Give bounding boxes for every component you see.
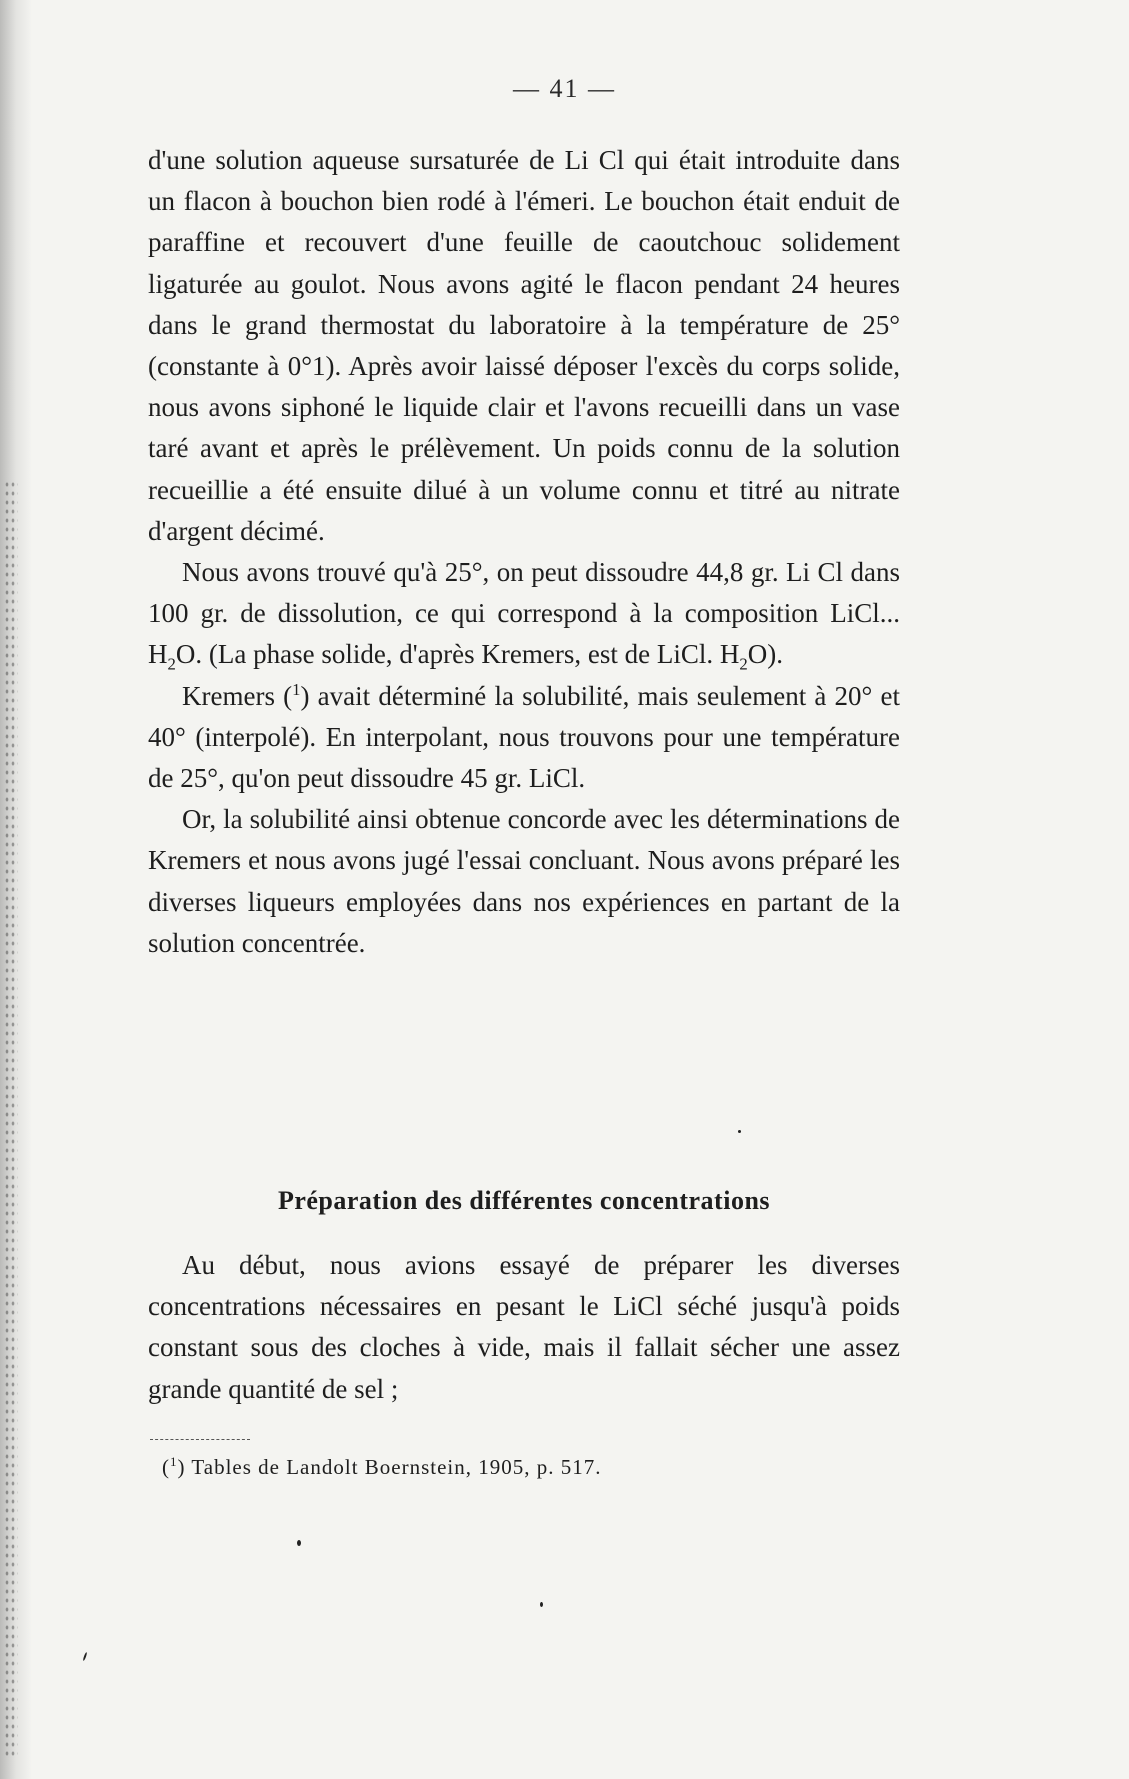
scan-speck	[738, 1130, 741, 1133]
scan-edge-noise	[4, 480, 18, 1760]
paragraph-4: Or, la solubilité ainsi obtenue concorde avec les déterminations de Kremers et nous avons jugé l'essai concluant. Nous avons préparé les diverses liqueurs employées dans nos expériences en partant de la solution concentrée.	[148, 804, 900, 958]
paragraph-2-text-c: O).	[747, 639, 783, 670]
subscript-2-b: 2	[739, 654, 748, 674]
section-heading: Préparation des différentes concentrations	[277, 1186, 771, 1215]
section-text	[148, 1245, 900, 1410]
paragraph-3-text-a: Kremers (	[182, 680, 293, 711]
paragraph-2-text-b: O. (La phase solide, d'après Kremers, est de LiCl. H	[175, 639, 740, 670]
footnote: ($^1$) Tables de Landolt Boernstein, 1905, p. 517.	[162, 1454, 602, 1479]
section-paragraph-1: Au début, nous avions essayé de préparer les diverses concentrations nécessaires en pesant le LiCl séché jusqu'à poids constant sous des cloches à vide, mais il fallait sécher une assez grande quantité de sel ;	[148, 1250, 900, 1404]
footnote-reference: 1	[292, 679, 301, 699]
scan-speck	[297, 1540, 301, 1546]
scan-speck	[540, 1602, 543, 1607]
footnote-marker: 1	[170, 1454, 178, 1469]
footnote-divider	[150, 1439, 250, 1440]
paragraph-3-text-b: ) avait déterminé la solubilité, mais seulement à 20° et 40° (interpolé). En interpolant, nous trouvons pour une température de 25°, qu'on peut dissoudre 45 gr. LiCl.	[148, 680, 900, 794]
main-text	[148, 140, 900, 964]
paragraph-1: d'une solution aqueuse sursaturée de Li Cl qui était introduite dans un flacon à bouchon bien rodé à l'émeri. Le bouchon était enduit de paraffine et recouvert d'une feuille de caoutchouc solidement ligaturée au goulot. Nous avons agité le flacon pendant 24 heures dans le grand thermostat du laboratoire à la température de 25° (constante à 0°1). Après avoir laissé déposer l'excès du corps solide, nous avons siphoné le liquide clair et l'avons recueilli dans un vase taré avant et après le prélèvement. Un poids connu de la solution recueillie a été ensuite dilué à un volume connu et titré au nitrate d'argent décimé.	[148, 145, 900, 546]
paragraph-2-text-a: Nous avons trouvé qu'à 25°, on peut dissoudre 44,8 gr. Li Cl dans 100 gr. de dissolution, ce qui correspond à la composition LiCl... H	[148, 557, 900, 670]
subscript-2: 2	[167, 654, 176, 674]
paragraph-2	[148, 552, 900, 676]
footnote-text: Tables de Landolt Boernstein, 1905, p. 517.	[191, 1455, 602, 1479]
page-number: — 41 —	[513, 74, 616, 103]
paragraph-3	[148, 676, 900, 800]
scan-speck	[83, 1652, 88, 1661]
